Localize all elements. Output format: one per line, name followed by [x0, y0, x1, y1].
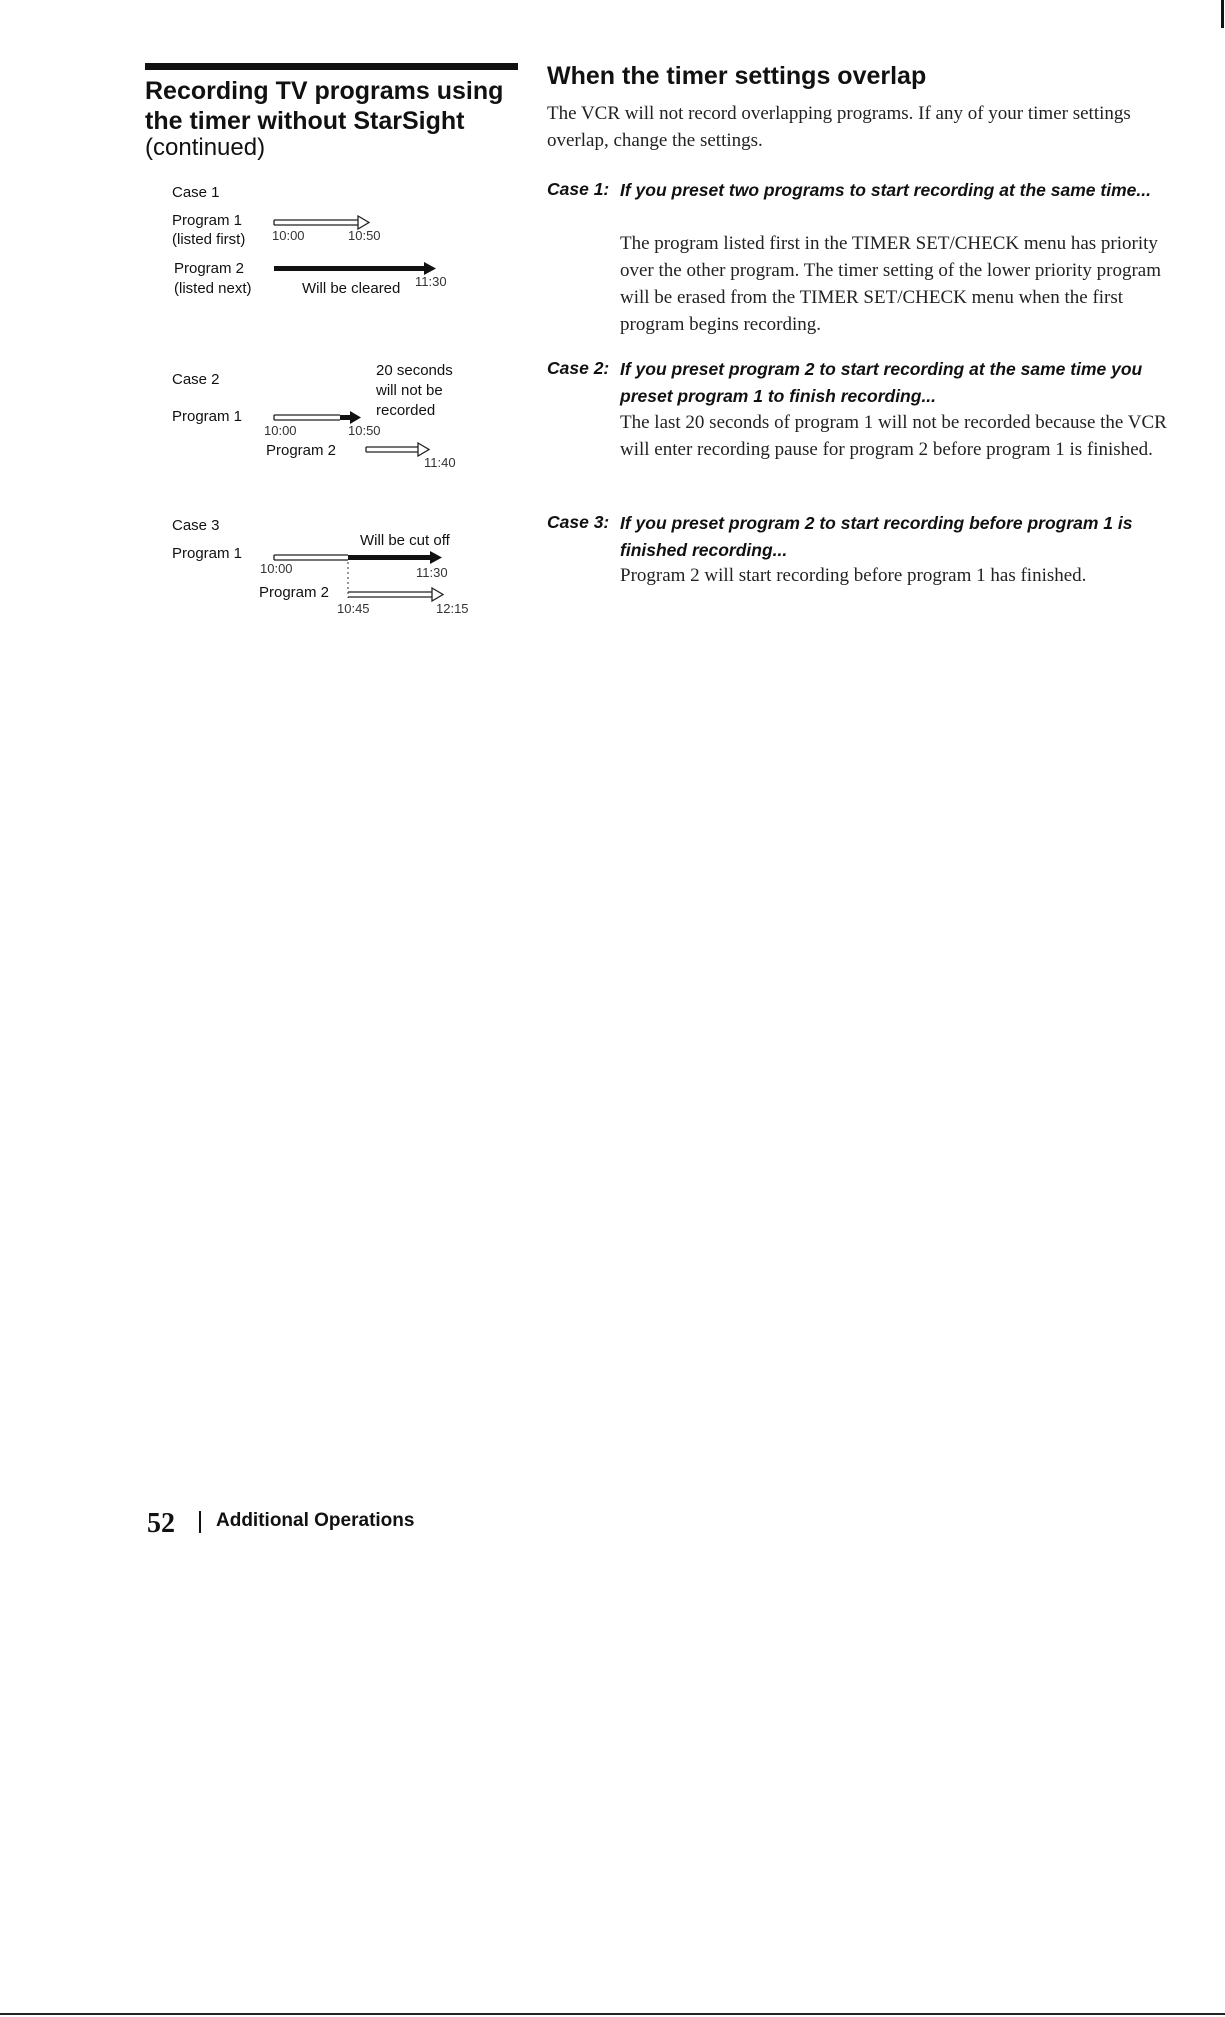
- case2-program2-label: Program 2: [266, 442, 337, 459]
- case1-title: Case 1:: [547, 179, 610, 199]
- case1-program2-end: 11:30: [415, 274, 447, 289]
- footer-divider: [199, 1511, 201, 1533]
- case2-label: Case 2: [172, 371, 220, 388]
- page-number: 52: [147, 1508, 175, 1539]
- case2-note-line3: recorded: [376, 402, 436, 419]
- case1-program2-arrow: [274, 262, 436, 275]
- case3-program2-start: 10:45: [337, 601, 370, 616]
- footer-section: Additional Operations: [216, 1510, 415, 1531]
- case2-title: Case 2:: [547, 358, 610, 378]
- case1-question: If you preset two programs to start recording at the same time...: [620, 180, 1151, 200]
- case2-program2-arrow: [366, 443, 429, 456]
- case2-program2-end: 11:40: [424, 455, 456, 470]
- case3-program1-start: 10:00: [260, 561, 293, 576]
- case3-body: Program 2 will start recording before program 1 has finished.: [620, 565, 1087, 586]
- case1-label: Case 1: [172, 184, 220, 201]
- case3-program1-arrow: [274, 551, 442, 564]
- case2-program1-end: 10:50: [348, 423, 381, 438]
- overlap-intro: The VCR will not record overlapping programs. If any of your timer settings overlap, change the settings.: [547, 103, 1131, 151]
- section-subtitle: (continued): [145, 134, 266, 161]
- case2-program1-label: Program 1: [172, 408, 243, 425]
- case2-question: If you preset program 2 to start recording at the same time you preset program 1 to finish recording...: [620, 359, 1143, 406]
- case3-program2-label: Program 2: [259, 584, 330, 601]
- case3-program2-arrow: [348, 588, 443, 601]
- case3-program1-end: 11:30: [416, 565, 448, 580]
- case2-body: The last 20 seconds of program 1 will not be recorded because the VCR will enter recording pause for program 2 before program 1 is finished.: [620, 412, 1167, 460]
- case2-note-line1: 20 seconds: [376, 362, 453, 379]
- section-title: Recording TV programs using the timer without StarSight: [145, 77, 504, 135]
- case1-program2-label: Program 2: [174, 260, 245, 277]
- case1-cleared-note: Will be cleared: [302, 280, 401, 297]
- case1-program1-label: Program 1: [172, 212, 243, 229]
- case3-cutoff-note: Will be cut off: [360, 532, 450, 549]
- case1-program1-note: (listed first): [172, 231, 246, 248]
- case3-question: If you preset program 2 to start recording before program 1 is finished recording...: [620, 513, 1133, 560]
- case3-label: Case 3: [172, 517, 220, 534]
- overlap-heading: When the timer settings overlap: [547, 62, 927, 90]
- case3-program2-end: 12:15: [436, 601, 469, 616]
- page-bottom-edge: [0, 2013, 1225, 2015]
- case1-program2-note: (listed next): [174, 280, 252, 297]
- case3-title: Case 3:: [547, 512, 610, 532]
- case1-program1-start: 10:00: [272, 228, 305, 243]
- case2-program1-start: 10:00: [264, 423, 297, 438]
- case2-note-line2: will not be: [376, 382, 443, 399]
- case1-program1-end: 10:50: [348, 228, 381, 243]
- case1-body: The program listed first in the TIMER SET/CHECK menu has priority over the other program. The timer setting of the lower priority program will be erased from the TIMER SET/CHECK menu when the first program begins recording.: [620, 233, 1161, 335]
- case3-program1-label: Program 1: [172, 545, 243, 562]
